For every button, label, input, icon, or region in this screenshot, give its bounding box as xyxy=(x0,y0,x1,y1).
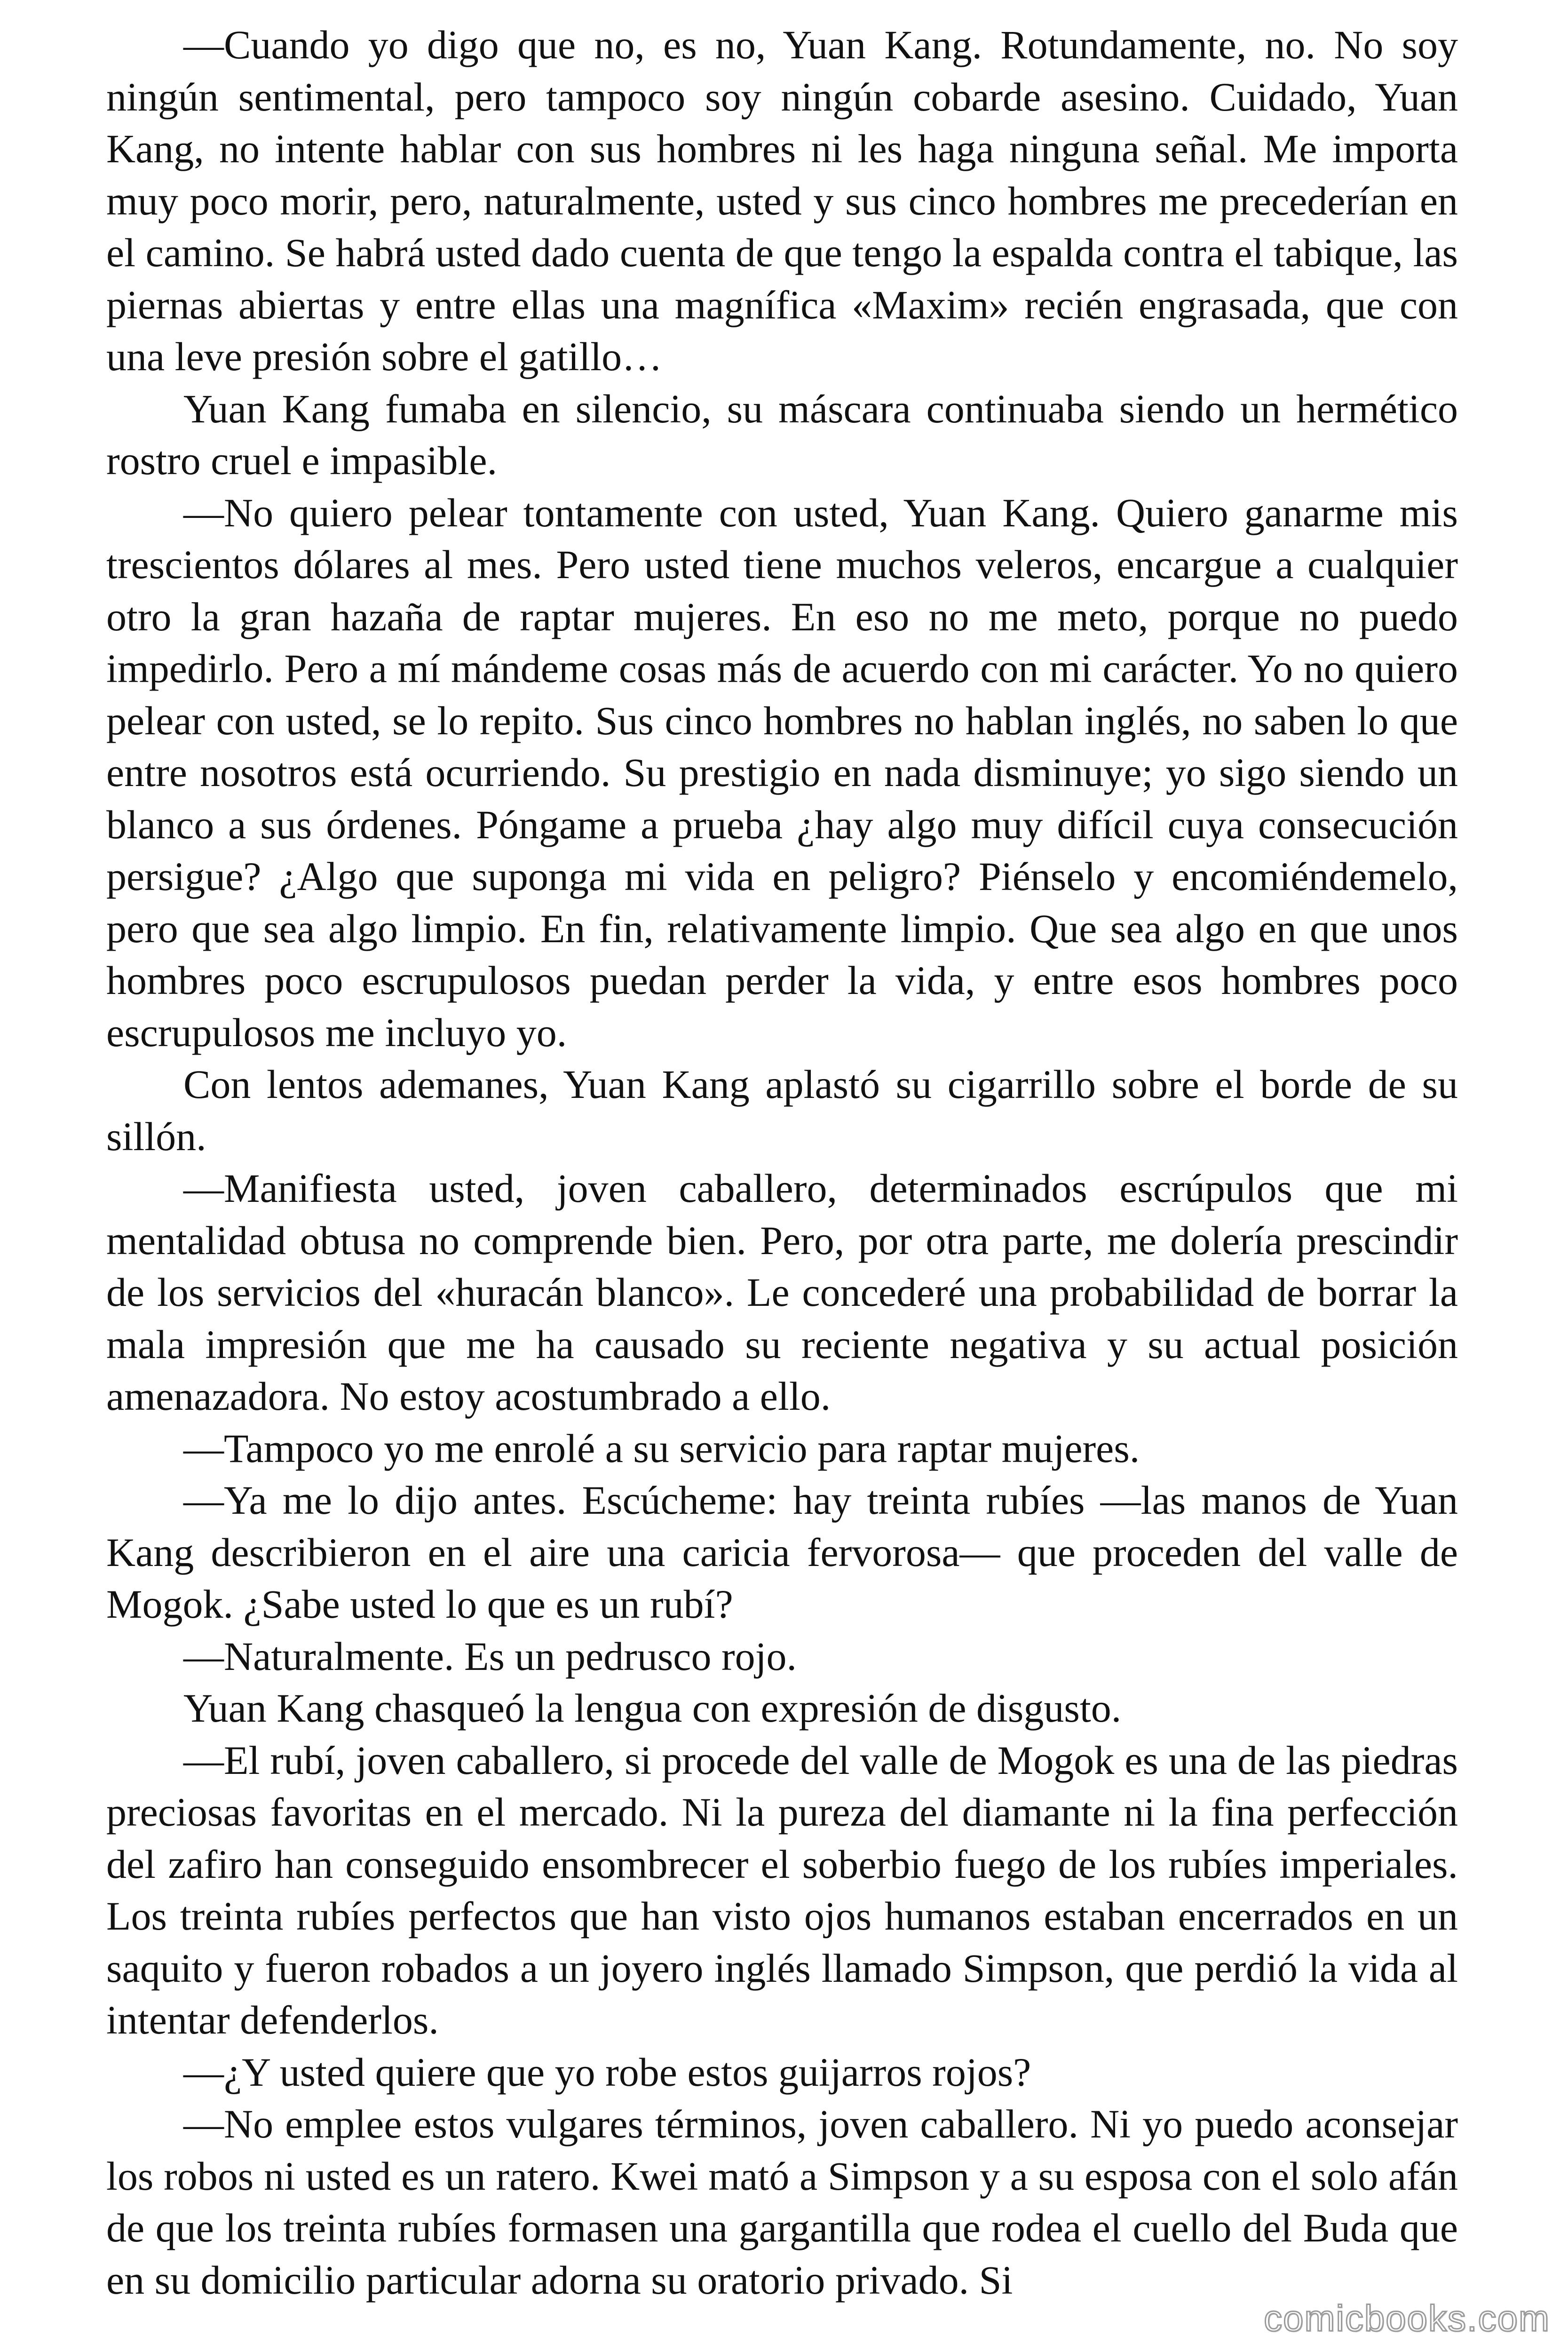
paragraph: —Naturalmente. Es un pedrusco rojo. xyxy=(183,1633,797,1679)
paragraph: —El rubí, joven caballero, si procede del valle de Mogok es una de las piedras preciosas favoritas en el mercado. Ni la pureza del diamante ni la fina perfección del zafiro han conseguido ensombrecer el soberbio fuego de los rubíes imperiales. Los treinta rubíes perfectos que han visto ojos humanos estaban encerrados en un saquito y fueron robados a un joyero inglés llamado Simpson, que perdió la vida al intentar defenderlos. xyxy=(106,1737,1458,2042)
paragraph: —No emplee estos vulgares términos, joven caballero. Ni yo puedo aconsejar los robos ni usted es un ratero. Kwei mató a Simpson y a su esposa con el solo afán de que los treinta rubíes formasen una gargantilla que rodea el cuello del Buda que en su domicilio particular adorna su oratorio privado. Si xyxy=(106,2101,1458,2303)
paragraph: Yuan Kang chasqueó la lengua con expresión de disgusto. xyxy=(183,1685,1122,1731)
watermark: comicbooks.com xyxy=(1264,2297,1550,2339)
paragraph: —No quiero pelear tontamente con usted, Yuan Kang. Quiero ganarme mis trescientos dólares al mes. Pero usted tiene muchos veleros, encargue a cualquier otro la gran hazaña de raptar mujeres. En eso no me meto, porque no puedo impedirlo. Pero a mí mándeme cosas más de acuerdo con mi carácter. Yo no quiero pelear con usted, se lo repito. Sus cinco hombres no hablan inglés, no saben lo que entre nosotros está ocurriendo. Su prestigio en nada disminuye; yo sigo siendo un blanco a sus órdenes. Póngame a prueba ¿hay algo muy difícil cuya consecución persigue? ¿Algo que suponga mi vida en peligro? Piénselo y encomiéndemelo, pero que sea algo limpio. En fin, relativamente limpio. Que sea algo en que unos hombres poco escrupulosos puedan perder la vida, y entre esos hombres poco escrupulosos me incluyo yo. xyxy=(106,490,1458,1055)
paragraph: —Cuando yo digo que no, es no, Yuan Kang. Rotundamente, no. No soy ningún sentimental, pero tampoco soy ningún cobarde asesino. Cuidado, Yuan Kang, no intente hablar con sus hombres ni les haga ninguna señal. Me importa muy poco morir, pero, naturalmente, usted y sus cinco hombres me precederían en el camino. Se habrá usted dado cuenta de que tengo la espalda contra el tabique, las piernas abiertas y entre ellas una magnífica «Maxim» recién engrasada, que con una leve presión sobre el gatillo… xyxy=(106,22,1458,379)
paragraph: —Ya me lo dijo antes. Escúcheme: hay treinta rubíes —las manos de Yuan Kang describieron en el aire una caricia fervorosa— que proceden del valle de Mogok. ¿Sabe usted lo que es un rubí? xyxy=(106,1478,1458,1627)
book-page xyxy=(106,19,1458,2314)
paragraph: —¿Y usted quiere que yo robe estos guijarros rojos? xyxy=(183,2049,1031,2095)
paragraph: Con lentos ademanes, Yuan Kang aplastó su cigarrillo sobre el borde de su sillón. xyxy=(106,1062,1458,1159)
paragraph: —Tampoco yo me enrolé a su servicio para raptar mujeres. xyxy=(183,1425,1140,1471)
paragraph: —Manifiesta usted, joven caballero, determinados escrúpulos que mi mentalidad obtusa no comprende bien. Pero, por otra parte, me dolería prescindir de los servicios del «huracán blanco». Le concederé una probabilidad de borrar la mala impresión que me ha causado su reciente negativa y su actual posición amenazadora. No estoy acostumbrado a ello. xyxy=(106,1166,1458,1419)
paragraph: Yuan Kang fumaba en silencio, su máscara continuaba siendo un hermético rostro cruel e impasible. xyxy=(106,386,1458,483)
